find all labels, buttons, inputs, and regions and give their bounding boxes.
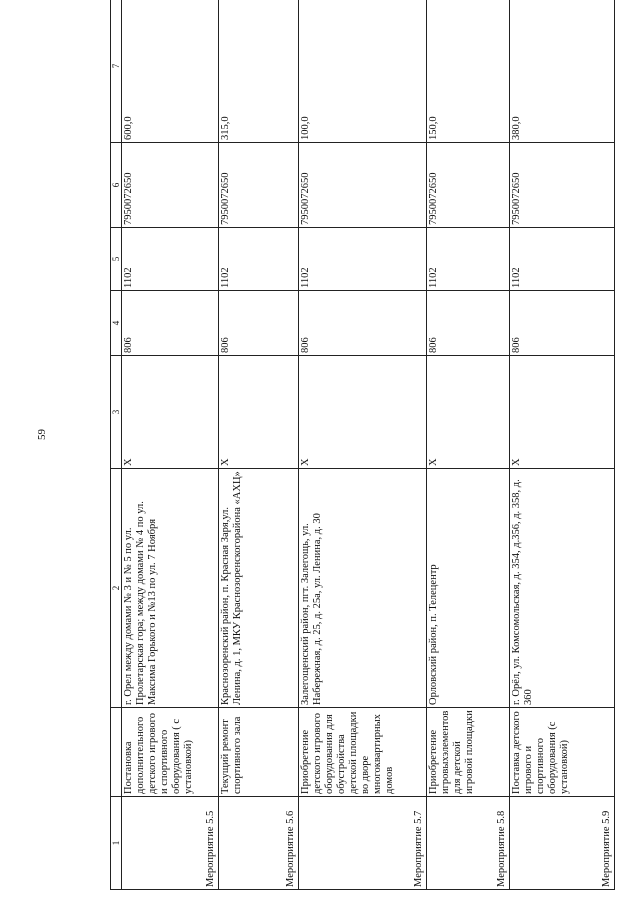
cell-code-1102: 1102	[509, 228, 614, 291]
cell-code-806: 806	[122, 291, 219, 356]
header-col-1: 1	[111, 797, 122, 890]
cell-mark: X	[299, 356, 427, 469]
cell-location: Залегощенский район, пгт. Залегощь, ул. Набережная, д. 25, д. 25а, ул. Ленина, д. 30	[299, 469, 427, 708]
cell-amount: 150,0	[427, 0, 509, 143]
cell-amount: 380,0	[509, 0, 614, 143]
header-col-6: 5	[111, 228, 122, 291]
cell-event: Мероприятие 5.5	[122, 797, 219, 890]
header-col-4: 3	[111, 356, 122, 469]
cell-code-806: 806	[427, 291, 509, 356]
cell-event: Мероприятие 5.6	[219, 797, 299, 890]
cell-description: Приобретение детского игрового оборудования для обустройства детской площадки во дворе многоквартирных домов	[299, 708, 427, 797]
header-col-2	[111, 708, 122, 797]
cell-code-1102: 1102	[299, 228, 427, 291]
cell-amount: 100,0	[299, 0, 427, 143]
cell-code-806: 806	[219, 291, 299, 356]
cell-description: Постановка дополнительного детского игрового и спортивного оборудования ( с установкой)	[122, 708, 219, 797]
cell-code-806: 806	[299, 291, 427, 356]
cell-target-code: 7950072650	[122, 143, 219, 228]
header-col-8: 7	[111, 0, 122, 143]
cell-description: Приобретение игровыхэлементов для детской игровой площадки	[427, 708, 509, 797]
table-row	[299, 0, 427, 890]
cell-event: Мероприятие 5.9	[509, 797, 614, 890]
cell-location: г. Орел между домами № 3 и № 5 по ул. Пролетарская гора; между домами № 4 по ул. Максима Горького и №13 по ул. 7 Ноября	[122, 469, 219, 708]
cell-target-code: 7950072650	[509, 143, 614, 228]
cell-code-1102: 1102	[122, 228, 219, 291]
table-row	[427, 0, 509, 890]
header-row	[111, 0, 122, 890]
cell-code-1102: 1102	[427, 228, 509, 291]
cell-mark: X	[219, 356, 299, 469]
cell-mark: X	[509, 356, 614, 469]
budget-table	[110, 0, 615, 890]
header-col-5: 4	[111, 291, 122, 356]
cell-target-code: 7950072650	[299, 143, 427, 228]
table-row	[219, 0, 299, 890]
rotated-table-container	[110, 30, 615, 890]
cell-location: Орловский район, п. Телецентр	[427, 469, 509, 708]
cell-location: г. Орёл, ул. Комсомольская, д. 354, д.356, д. 358, д. 360	[509, 469, 614, 708]
table-row	[509, 0, 614, 890]
cell-target-code: 7950072650	[427, 143, 509, 228]
cell-description: Поставка детского игрового и спортивного оборудования (с установкой)	[509, 708, 614, 797]
cell-target-code: 7950072650	[219, 143, 299, 228]
cell-code-1102: 1102	[219, 228, 299, 291]
cell-amount: 600,0	[122, 0, 219, 143]
cell-location: Краснозоренский район, п. Красная Заря,ул. Ленина, д. 1, МКУ Краснозоренскогорайона «АХЦ»	[219, 469, 299, 708]
cell-mark: X	[427, 356, 509, 469]
header-col-7: 6	[111, 143, 122, 228]
page-number: 59	[36, 429, 48, 440]
cell-mark: X	[122, 356, 219, 469]
cell-code-806: 806	[509, 291, 614, 356]
cell-event: Мероприятие 5.8	[427, 797, 509, 890]
cell-event: Мероприятие 5.7	[299, 797, 427, 890]
header-col-3: 2	[111, 469, 122, 708]
table-row	[122, 0, 219, 890]
cell-amount: 315,0	[219, 0, 299, 143]
cell-description: Текущий ремонт спортивного зала	[219, 708, 299, 797]
